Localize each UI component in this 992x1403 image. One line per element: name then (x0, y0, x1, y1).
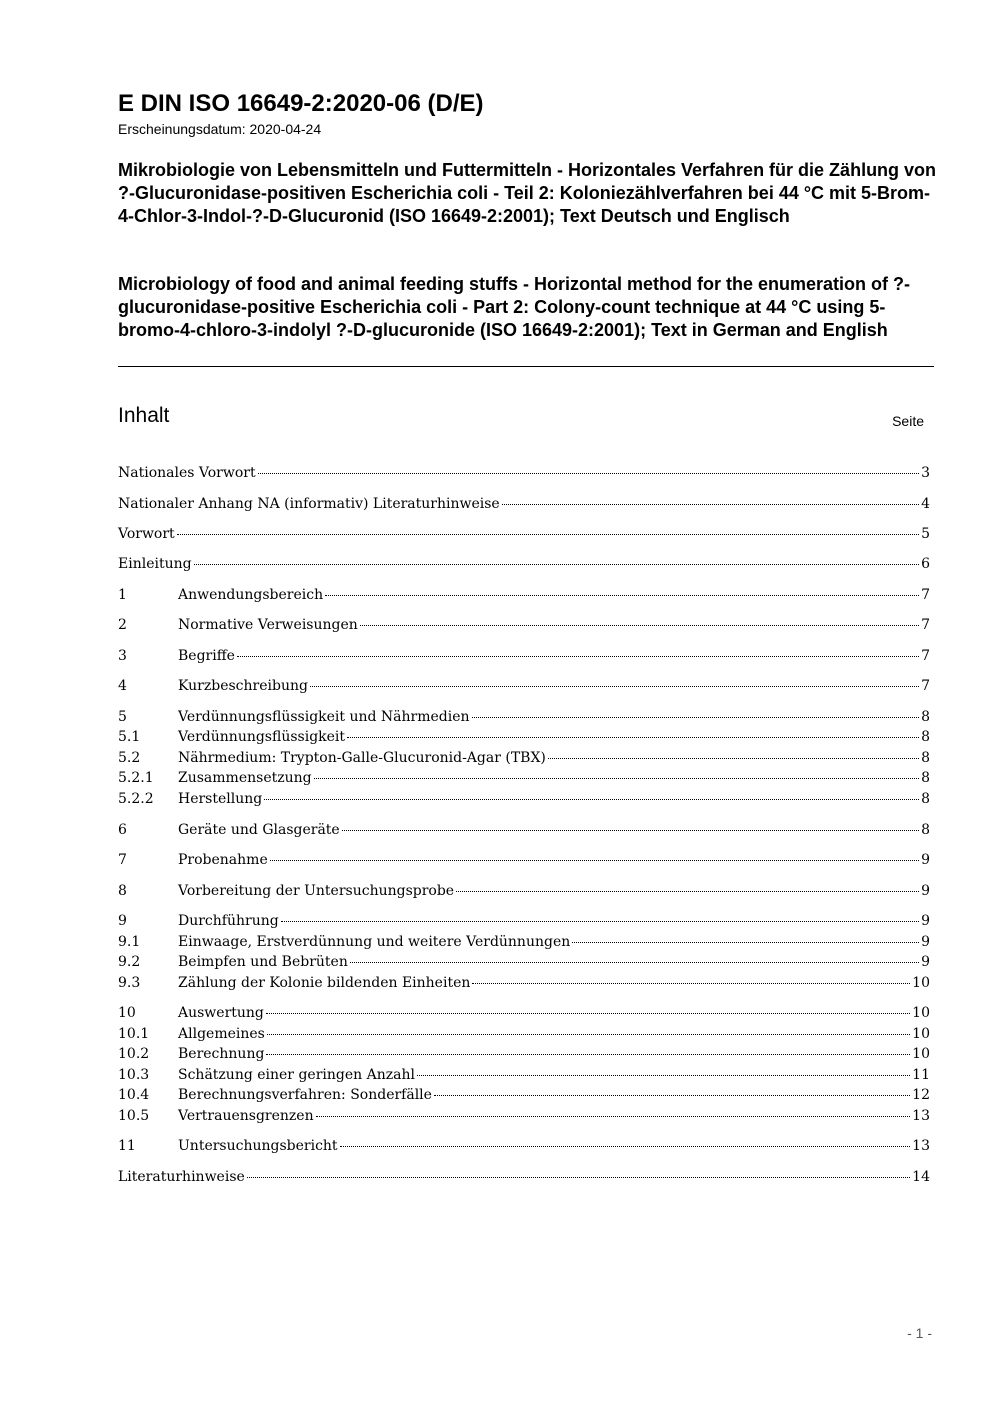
toc-entry-number: 9.2 (118, 954, 141, 970)
toc-entry-number: 7 (118, 852, 127, 868)
toc-entry-number: 2 (118, 617, 127, 633)
toc-dot-leader (472, 717, 920, 718)
toc-entry-page: 13 (912, 1108, 930, 1124)
toc-dot-leader (434, 1095, 910, 1096)
toc-entry-page: 9 (921, 883, 930, 899)
toc-entry-page: 10 (912, 975, 930, 991)
toc-entry[interactable] (118, 556, 930, 576)
toc-dot-leader (266, 1013, 910, 1014)
toc-entry-title: Untersuchungsbericht (178, 1138, 338, 1154)
toc-dot-leader (281, 921, 919, 922)
toc-entry-number: 10 (118, 1005, 136, 1021)
toc-entry-title: Einleitung (118, 556, 192, 572)
document-id: E DIN ISO 16649-2:2020-06 (D/E) (118, 90, 484, 117)
toc-dot-leader (548, 758, 919, 759)
toc-entry-title: Herstellung (178, 791, 263, 807)
toc-dot-leader (347, 737, 919, 738)
toc-dot-leader (316, 1116, 911, 1117)
toc-dot-leader (325, 595, 919, 596)
toc-entry-title: Schätzung einer geringen Anzahl (178, 1067, 415, 1083)
toc-entry-page: 13 (912, 1138, 930, 1154)
toc-entry-page: 7 (921, 587, 930, 603)
toc-entry-page: 4 (921, 496, 930, 512)
toc-dot-leader (314, 778, 919, 779)
toc-entry-page: 12 (912, 1087, 930, 1103)
toc-entry-title: Literaturhinweise (118, 1169, 245, 1185)
toc-entry-page: 10 (912, 1046, 930, 1062)
toc-entry-number: 10.5 (118, 1108, 150, 1124)
toc-dot-leader (177, 534, 919, 535)
toc-entry-page: 9 (921, 934, 930, 950)
toc-dot-leader (194, 564, 920, 565)
toc-entry-page: 9 (921, 954, 930, 970)
toc-entry-number: 9.3 (118, 975, 141, 991)
toc-entry-number: 5.2 (118, 750, 141, 766)
toc-entry-title: Anwendungsbereich (178, 587, 324, 603)
toc-entry-number: 5 (118, 709, 127, 725)
toc-entry[interactable] (118, 1005, 930, 1025)
toc-entry-title: Kurzbeschreibung (178, 678, 308, 694)
toc-entry-title: Berechnungsverfahren: Sonderfälle (178, 1087, 432, 1103)
toc-entry-page: 9 (921, 852, 930, 868)
toc-entry-title: Nährmedium: Trypton-Galle-Glucuronid-Agar (TBX) (178, 750, 546, 766)
title-german: Mikrobiologie von Lebensmitteln und Futtermitteln - Horizontales Verfahren für die Zählung von ?-Glucuronidase-positiven Escherichia coli - Teil 2: Koloniezählverfahren bei 44 °C mit 5-Brom-4-Chlor-3-Indol-?-D-Glucuronid (ISO 16649-2:2001); Text Deutsch und Englisch (118, 160, 937, 226)
toc-entry-number: 10.3 (118, 1067, 150, 1083)
toc-entry-page: 8 (921, 729, 930, 745)
toc-dot-leader (572, 942, 919, 943)
toc-entry[interactable] (118, 1026, 930, 1046)
toc-entry-page: 8 (921, 770, 930, 786)
toc-dot-leader (502, 504, 919, 505)
toc-dot-leader (350, 962, 919, 963)
page-number: - 1 - (907, 1325, 932, 1341)
title-english: Microbiology of food and animal feeding stuffs - Horizontal method for the enumeration of ?-glucuronidase-positive Escherichia coli - Part 2: Colony-count technique at 44 °C using 5-bromo-4-chloro-3-indolyl ?-D-glucuronide (ISO 16649-2:2001); Text in German and English (118, 274, 910, 340)
toc-dot-leader (360, 625, 919, 626)
toc-entry-title: Auswertung (178, 1005, 264, 1021)
toc-entry-number: 5.2.2 (118, 791, 154, 807)
toc-entry-number: 10.4 (118, 1087, 150, 1103)
publication-date: Erscheinungsdatum: 2020-04-24 (118, 121, 322, 137)
toc-entry-page: 7 (921, 648, 930, 664)
toc-entry-title: Einwaage, Erstverdünnung und weitere Verdünnungen (178, 934, 571, 950)
toc-entry-title: Beimpfen und Bebrüten (178, 954, 348, 970)
toc-entry-number: 10.2 (118, 1046, 150, 1062)
toc-entry-title: Probenahme (178, 852, 268, 868)
toc-dot-leader (417, 1075, 910, 1076)
toc-entry-number: 5.1 (118, 729, 141, 745)
toc-entry[interactable] (118, 883, 930, 903)
toc-entry-page: 14 (912, 1169, 930, 1185)
toc-entry-page: 3 (921, 465, 930, 481)
toc-entry-number: 4 (118, 678, 127, 694)
toc-entry[interactable] (118, 791, 930, 811)
toc-entry-page: 8 (921, 791, 930, 807)
toc-entry-title: Normative Verweisungen (178, 617, 358, 633)
toc-entry-number: 10.1 (118, 1026, 150, 1042)
toc-dot-leader (237, 656, 919, 657)
toc-entry-number: 11 (118, 1138, 136, 1154)
toc-entry-title: Zusammensetzung (178, 770, 312, 786)
toc-dot-leader (258, 473, 920, 474)
toc-entry[interactable] (118, 913, 930, 933)
toc-entry-page: 10 (912, 1026, 930, 1042)
header-divider (118, 366, 934, 367)
toc-entry[interactable] (118, 617, 930, 637)
toc-entry-title: Geräte und Glasgeräte (178, 822, 340, 838)
toc-entry-page: 6 (921, 556, 930, 572)
toc-entry[interactable] (118, 678, 930, 698)
toc-entry-page: 8 (921, 822, 930, 838)
toc-entry[interactable] (118, 1087, 930, 1107)
toc-entry-title: Berechnung (178, 1046, 265, 1062)
toc-entry[interactable] (118, 1108, 930, 1128)
toc-entry-number: 6 (118, 822, 127, 838)
toc-entry-title: Nationales Vorwort (118, 465, 256, 481)
toc-entry-title: Allgemeines (178, 1026, 265, 1042)
toc-entry-page: 5 (921, 526, 930, 542)
toc-entry-title: Vorwort (118, 526, 175, 542)
toc-entry-page: 7 (921, 678, 930, 694)
toc-entry[interactable] (118, 1169, 930, 1189)
toc-entry[interactable] (118, 822, 930, 842)
toc-dot-leader (264, 799, 919, 800)
toc-entry-page: 11 (912, 1067, 930, 1083)
toc-entry[interactable] (118, 975, 930, 995)
toc-dot-leader (247, 1177, 910, 1178)
toc-entry-number: 5.2.1 (118, 770, 154, 786)
toc-dot-leader (340, 1146, 911, 1147)
toc-dot-leader (456, 891, 919, 892)
toc-entry-number: 8 (118, 883, 127, 899)
toc-entry-page: 9 (921, 913, 930, 929)
toc-entry[interactable] (118, 934, 930, 954)
toc-entry-title: Durchführung (178, 913, 279, 929)
toc-entry-title: Vorbereitung der Untersuchungsprobe (178, 883, 455, 899)
toc-dot-leader (342, 830, 919, 831)
toc-entry[interactable] (118, 1138, 930, 1158)
toc-dot-leader (266, 1054, 910, 1055)
toc-entry[interactable] (118, 465, 930, 485)
toc-entry[interactable] (118, 852, 930, 872)
toc-entry-title: Nationaler Anhang NA (informativ) Literaturhinweise (118, 496, 500, 512)
toc-page-column-label: Seite (892, 413, 924, 429)
toc-entry[interactable] (118, 587, 930, 607)
toc-entry-page: 8 (921, 709, 930, 725)
toc-entry-number: 9.1 (118, 934, 141, 950)
toc-dot-leader (310, 686, 919, 687)
toc-entry-title: Vertrauensgrenzen (178, 1108, 314, 1124)
toc-entry-title: Verdünnungsflüssigkeit und Nährmedien (178, 709, 470, 725)
toc-entry[interactable] (118, 1046, 930, 1066)
toc-entry-title: Verdünnungsflüssigkeit (178, 729, 346, 745)
toc-entry-page: 10 (912, 1005, 930, 1021)
toc-dot-leader (267, 1034, 910, 1035)
toc-entry[interactable] (118, 750, 930, 770)
toc-entry-number: 1 (118, 587, 127, 603)
toc-entry-title: Zählung der Kolonie bildenden Einheiten (178, 975, 471, 991)
toc-dot-leader (472, 983, 910, 984)
toc-entry[interactable] (118, 729, 930, 749)
toc-entry[interactable] (118, 526, 930, 546)
toc-entry-number: 3 (118, 648, 127, 664)
toc-entry-page: 8 (921, 750, 930, 766)
toc-entry[interactable] (118, 648, 930, 668)
toc-entry[interactable] (118, 954, 930, 974)
toc-entry[interactable] (118, 770, 930, 790)
toc-entry-page: 7 (921, 617, 930, 633)
toc-entry[interactable] (118, 709, 930, 729)
toc-entry[interactable] (118, 1067, 930, 1087)
toc-entry[interactable] (118, 496, 930, 516)
toc-heading: Inhalt (118, 404, 170, 427)
toc-dot-leader (270, 860, 919, 861)
toc-entry-number: 9 (118, 913, 127, 929)
toc-entry-title: Begriffe (178, 648, 235, 664)
